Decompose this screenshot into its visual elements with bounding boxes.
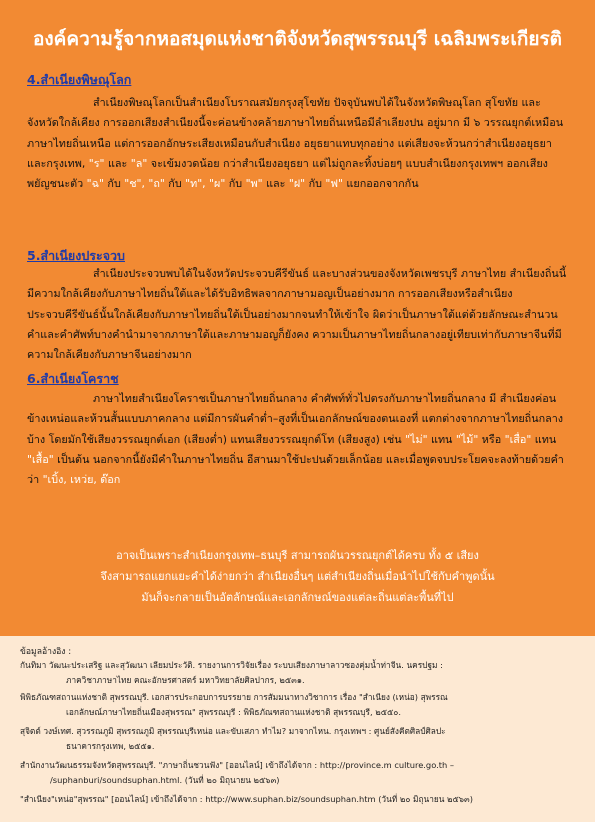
highlight-text: "ฟ" [325,177,343,191]
body-text: สำเนียงพิษณุโลกเป็นสำเนียงโบราณสมัยกรุงสุโขทัย ปัจจุบันพบได้ในจังหวัดพิษณุโลก สุโขทัย และจังหวัดใกล้เคียง การออกเสียงสำเนียงนี้จะค่อนข้างคล้ายภาษาไทยถิ่นเหนือมีลำเลียงปน อยู่มาก มี ๖ วรรณยุกต์เหมือนภาษาไทยถิ่นเหนือ แต่การออกอักษระเสียงเหมือนกับสำเนียง อยุธยาแทบทุกอย่าง แต่เสียงจะห้วนกว่าสำเนียงอยุธยาและกรุงเทพ, [27,96,564,170]
body-text: กับ [225,177,246,191]
body-text: แทน [531,432,557,446]
highlight-text: "ล" [130,156,148,170]
reference-item [20,758,585,788]
reference-line: สุจิตต์ วงษ์เทศ. สุวรรณภูมิ สุพรรณภูมิ สุพรรณบุรีเหน่อ และขับเสภา ทำไม? มาจากไหน. กรุงเทพฯ : ศูนย์สังคีตศิลป์ศิลปะ [20,726,446,736]
section-heading-prachuap: 5.สำเนียงประจวบ [27,248,125,263]
reference-line: กันทิมา วัฒนะประเสริฐ และสุวัฒนา เลียมประวัติ. รายงานการวิจัยเรื่อง ระบบเสียงภาษาลาวซองคุ่มน้ำท่าจีน. นครปฐม : [20,660,443,670]
section-body-phitsanulok [27,93,571,194]
reference-item [20,658,585,688]
reference-line: ธนาคารกรุงเทพ, ๒๕๕๑. [66,741,155,751]
section-body-prachuap [27,264,571,365]
body-text: หรือ [478,432,505,446]
body-text: กับ [305,177,326,191]
highlight-text: "พ" [245,177,263,191]
section-heading-korat: 6.สำเนียงโคราช [27,371,119,386]
reference-item [20,792,585,807]
body-text: จะเข้มงวดน้อย กว่าสำเนียงอยุธยา แต่ไม่ถูกละทิ้งบ่อยๆ แบบสำเนียงกรุงเทพฯ ออกเสียงพยัญชนะตัว [27,156,548,191]
references-panel [0,636,595,822]
highlight-text: "เสื้อ" [27,452,54,466]
reference-line: สำนักงานวัฒนธรรมจังหวัดสุพรรณบุรี. "ภาษาถิ่นชวนฟัง" [ออนไลน์] เข้าถึงได้จาก : http://province.m culture.go.th – [20,760,455,770]
closing-line: จึงสามารถแยกแยะคำได้ง่ายกว่า สำเนียงอื่นๆ แต่สำเนียงถิ่นเมื่อนำไปใช้กับคำพูดนั้น [100,570,495,583]
body-text: กับ [103,177,125,191]
body-text: และ [104,156,131,170]
body-text: ภาษาไทยสำเนียงโคราชเป็นภาษาไทยถิ่นกลาง คำศัพท์ทั่วไปตรงกับภาษาไทยถิ่นกลาง มี สำเนียงค่อนข้างเหน่อและห้วนสั้นแบบภาคกลาง แต่มีการผันคำต่ำ–สูงที่เป็นเอกลักษณ์ของตนเองที่ แตกต่างจากภาษาไทยถิ่นกลางบ้าง โดยมักใช้เสียงวรรณยุกต์เอก (เสียงต่ำ) แทนเสียงวรรณยุกต์โท (เสียงสูง) เช่น [27,392,564,446]
highlight-text: "ถ" [148,177,165,191]
highlight-text: "ท", "ผ" [185,177,226,191]
highlight-text: "เบิ้ง, เหว่ย, ด๊อก [42,473,121,487]
references-title: ข้อมูลอ้างอิง : [20,647,72,657]
highlight-text: "ไม้" [455,432,479,446]
closing-line: อาจเป็นเพราะสำเนียงกรุงเทพ–ธนบุรี สามารถผันวรรณยุกต์ได้ครบ ทั้ง ๕ เสียง [116,549,479,562]
reference-line: /suphanburi/soundsuphan.html. (วันที่ ๒๐ มิถุนายน ๒๕๖๓) [50,775,280,785]
section-heading-phitsanulok: 4.สำเนียงพิษณุโลก [27,72,132,87]
highlight-text: "เสื่อ" [504,432,532,446]
body-text: แยกออกจากกัน [343,177,419,191]
highlight-text: "ช", [124,177,145,191]
body-text: กับ [164,177,186,191]
reference-line: ภาควิชาภาษาไทย คณะอักษรศาสตร์ มหาวิทยาลัยศิลปากร, ๒๕๓๑. [66,675,305,685]
closing-statement [0,545,595,608]
highlight-text: "ฉ" [86,177,104,191]
body-text: และ [262,177,289,191]
reference-line: พิพิธภัณฑสถานแห่งชาติ สุพรรณบุรี. เอกสารประกอบการบรรยาย การสัมมนาทางวิชาการ เรื่อง "สำเนียง (เหน่อ) สุพรรณ [20,692,448,702]
reference-item [20,690,585,720]
highlight-text: "ร" [88,156,105,170]
closing-line: มันก็จะกลายเป็นอัตลักษณ์และเอกลักษณ์ของแต่ละถิ่นแต่ละพื้นที่ไป [141,591,454,604]
page-title: องค์ความรู้จากหอสมุดแห่งชาติจังหวัดสุพรรณบุรี เฉลิมพระเกียรติ [32,28,563,50]
body-text: เป็นต้น นอกจากนี้ยังมีคำในภาษาไทยถิ่น อีสานมาใช้ปะปนด้วยเล็กน้อย และเมื่อพูดจบประโยคจะลงท้ายด้วยคำว่า [27,452,564,487]
reference-item [20,724,585,754]
body-text: แทน [427,432,456,446]
highlight-text: "ฝ" [288,177,306,191]
reference-line: "สำเนียง"เหน่อ"สุพรรณ" [ออนไลน์] เข้าถึงได้จาก : http://www.suphan.biz/soundsuphan.htm (วันที่ ๒๐ มิถุนายน ๒๕๖๓) [20,794,473,804]
reference-line: เอกลักษณ์ภาษาไทยถิ่นเมืองสุพรรณ" สุพรรณบุรี : พิพิธภัณฑสถานแห่งชาติ สุพรรณบุรี, ๒๕๕๐. [66,707,401,717]
highlight-text: "ไม่" [405,432,428,446]
section-body-korat [27,389,571,490]
body-text: สำเนียงประจวบพบได้ในจังหวัดประจวบคีรีขันธ์ และบางส่วนของจังหวัดเพชรบุรี ภาษาไทย สำเนียงถิ่นนี้มีความใกล้เคียงกับภาษาไทยถิ่นใต้และได้รับอิทธิพลจากภาษามอญเป็นอย่างมาก การออกเสียงหรือสำเนียงประจวบคีรีขันธ์นั้นใกล้เคียงกับภาษาไทยถิ่นใต้เป็นอย่างมากจนทำให้เข้าใจ ผิดว่าเป็นภาษาใต้แต่ด้วยลักษณะสำนวนคำและคำศัพท์บางคำนำมาจากภาษาใต้และภาษามอญก็ยังคง ความเป็นภาษาไทยถิ่นกลางอยู่เทียบเท่ากับภาษาจีนที่มีความใกล้เคียงกับภาษาจีนอย่างมาก [27,267,567,362]
